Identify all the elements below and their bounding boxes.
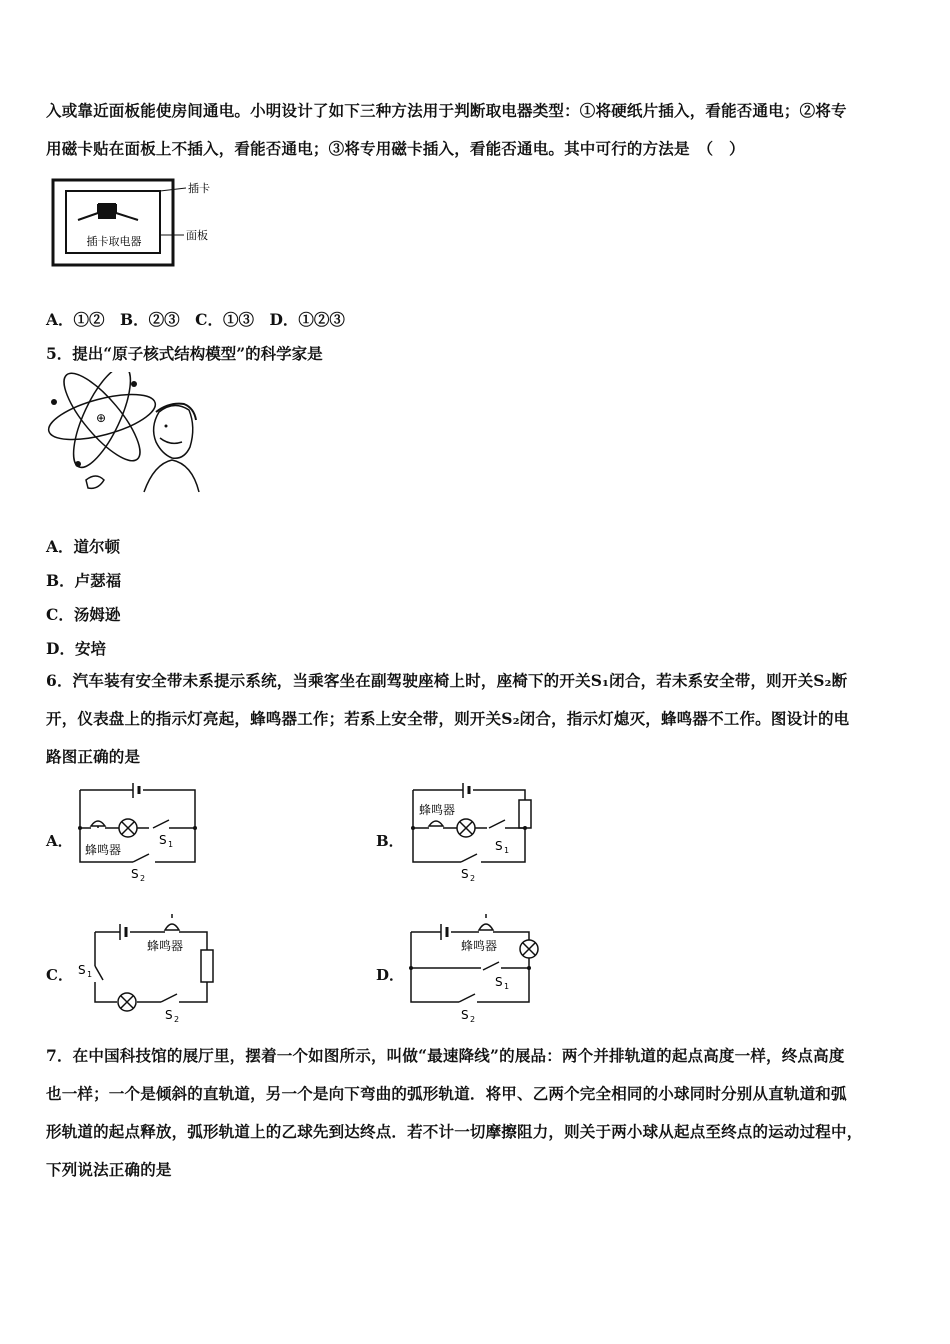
q7-line-2: 也一样；一个是倾斜的直轨道，另一个是向下弯曲的弧形轨道．将甲、乙两个完全相同的小球同时分别从直轨道和弧 bbox=[46, 1084, 847, 1103]
q6-line-2: 开，仪表盘上的指示灯亮起，蜂鸣器工作；若系上安全带，则开关S₂闭合，指示灯熄灭，蜂鸣器不工作。图设计的电 bbox=[46, 709, 850, 728]
q5-option-c: C．汤姆逊 bbox=[46, 605, 121, 624]
circuit-c-s2-label: S bbox=[165, 1008, 173, 1022]
circuit-a-s2-sub: 2 bbox=[140, 874, 146, 883]
card-reader-figure bbox=[48, 175, 228, 270]
circuit-b bbox=[405, 778, 540, 883]
circuit-b-buzzer-label: 蜂鸣器 bbox=[419, 803, 456, 817]
circuit-b-label: B． bbox=[376, 832, 404, 850]
circuit-a bbox=[75, 778, 205, 883]
circuit-b-s1-label: S bbox=[495, 839, 503, 853]
circuit-d-s1-sub: 1 bbox=[504, 982, 510, 991]
q5-option-d: D．安培 bbox=[46, 639, 106, 658]
circuit-b-s2-label: S bbox=[461, 867, 469, 881]
circuit-d-s2-label: S bbox=[461, 1008, 469, 1022]
atom-scientist-figure bbox=[44, 372, 204, 497]
circuit-c-s1-label: S bbox=[78, 963, 86, 977]
circuit-c-s2-sub: 2 bbox=[174, 1015, 180, 1024]
circuit-a-s2-label: S bbox=[131, 867, 139, 881]
panel-label: 面板 bbox=[186, 229, 208, 242]
circuit-a-buzzer-label: 蜂鸣器 bbox=[85, 843, 122, 857]
q4-options: A．①② B．②③ C．①③ D．①②③ bbox=[46, 310, 345, 329]
circuit-c-label: C． bbox=[46, 966, 73, 984]
circuit-a-s1-sub: 1 bbox=[168, 840, 174, 849]
q5-option-a: A．道尔顿 bbox=[46, 537, 121, 556]
q5-option-b: B．卢瑟福 bbox=[46, 571, 122, 590]
circuit-b-s2-sub: 2 bbox=[470, 874, 476, 883]
q6-line-1: 6．汽车装有安全带未系提示系统，当乘客坐在副驾驶座椅上时，座椅下的开关S₁闭合，若未系安全带，则开关S₂断 bbox=[46, 671, 848, 690]
circuit-d-label: D． bbox=[376, 966, 405, 984]
q7-line-3: 形轨道的起点释放，弧形轨道上的乙球先到达终点．若不计一切摩擦阻力，则关于两小球从起点至终点的运动过程中， bbox=[46, 1122, 863, 1141]
q6-line-3: 路图正确的是 bbox=[46, 747, 141, 766]
card-reader-device-label: 插卡取电器 bbox=[86, 235, 142, 248]
q7-line-1: 7．在中国科技馆的展厅里，摆着一个如图所示，叫做“最速降线”的展品：两个并排轨道的起点高度一样，终点高度 bbox=[46, 1046, 845, 1065]
nucleus-icon: ⊕ bbox=[96, 411, 107, 425]
q7-line-4: 下列说法正确的是 bbox=[46, 1160, 172, 1179]
circuit-b-s1-sub: 1 bbox=[504, 846, 510, 855]
circuit-c bbox=[75, 910, 220, 1025]
circuit-c-buzzer-label: 蜂鸣器 bbox=[147, 939, 184, 953]
circuit-d-s1-label: S bbox=[495, 975, 503, 989]
circuit-d-buzzer-label: 蜂鸣器 bbox=[461, 939, 498, 953]
circuit-c-s1-sub: 1 bbox=[87, 970, 93, 979]
q4-line-2: 用磁卡贴在面板上不插入，看能否通电；③将专用磁卡插入，看能否通电。其中可行的方法是 （ ） bbox=[46, 139, 745, 158]
circuit-a-label: A． bbox=[46, 832, 73, 850]
q4-line-1: 入或靠近面板能使房间通电。小明设计了如下三种方法用于判断取电器类型：①将硬纸片插入，看能否通电；②将专 bbox=[46, 101, 847, 120]
q5-stem: 5．提出“原子核式结构模型”的科学家是 bbox=[46, 344, 323, 363]
circuit-d bbox=[405, 910, 550, 1025]
card-label: 插卡 bbox=[188, 182, 210, 195]
circuit-a-s1-label: S bbox=[159, 833, 167, 847]
circuit-d-s2-sub: 2 bbox=[470, 1015, 476, 1024]
